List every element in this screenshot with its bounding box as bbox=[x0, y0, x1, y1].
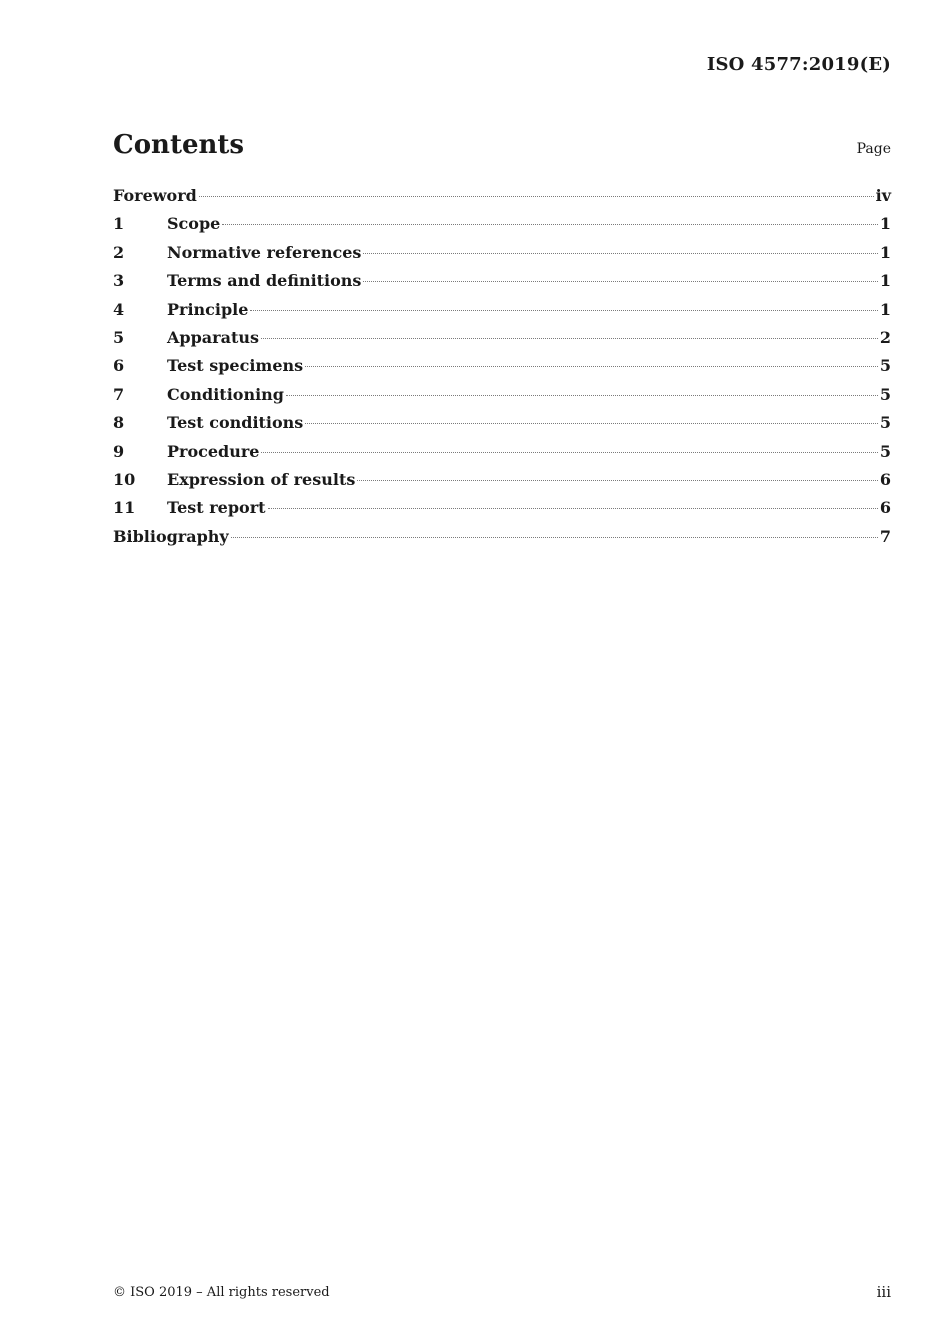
toc-entry-number: 9 bbox=[113, 441, 125, 461]
toc-entry-test-specimens[interactable] bbox=[113, 354, 891, 382]
toc-entry-title: Test conditions bbox=[167, 413, 304, 433]
toc-leader-dots bbox=[357, 480, 878, 481]
toc-entry-title: Test specimens bbox=[167, 356, 304, 376]
toc-entry-number: 2 bbox=[113, 242, 125, 262]
toc-entry-number: 3 bbox=[113, 271, 125, 291]
toc-entry-number: 1 bbox=[113, 214, 125, 234]
toc-entry-page: 6 bbox=[879, 469, 891, 489]
toc-leader-dots bbox=[268, 508, 878, 509]
toc-entry-number: 6 bbox=[113, 356, 125, 376]
toc-leader-dots bbox=[286, 395, 878, 396]
toc-entry-number: 5 bbox=[113, 327, 125, 347]
toc-entry-title: Procedure bbox=[167, 441, 260, 461]
toc-entry-number: 8 bbox=[113, 413, 125, 433]
toc-leader-dots bbox=[231, 537, 878, 538]
toc-entry-foreword[interactable] bbox=[113, 184, 891, 212]
toc-entry-page: iv bbox=[875, 186, 891, 205]
toc-entry-page: 1 bbox=[879, 271, 891, 291]
page-title: Contents bbox=[113, 130, 245, 160]
toc-entry-expression-of-results[interactable] bbox=[113, 468, 891, 496]
toc-entry-terms-and-definitions[interactable] bbox=[113, 269, 891, 297]
toc-entry-apparatus[interactable] bbox=[113, 326, 891, 354]
toc-entry-normative-references[interactable] bbox=[113, 241, 891, 269]
toc-leader-dots bbox=[363, 281, 877, 282]
toc-entry-scope[interactable] bbox=[113, 212, 891, 240]
toc-entry-title: Bibliography bbox=[113, 526, 229, 546]
document-id: ISO 4577:2019(E) bbox=[706, 54, 891, 75]
toc-entry-title: Principle bbox=[167, 299, 249, 319]
toc-entry-page: 5 bbox=[879, 356, 891, 376]
toc-entry-principle[interactable] bbox=[113, 298, 891, 326]
toc-entry-page: 1 bbox=[879, 299, 891, 319]
toc-entry-procedure[interactable] bbox=[113, 440, 891, 468]
toc-entry-number: 10 bbox=[113, 469, 136, 489]
toc-entry-page: 5 bbox=[879, 413, 891, 433]
toc-entry-page: 1 bbox=[879, 214, 891, 234]
toc-entry-page: 1 bbox=[879, 242, 891, 262]
toc-entry-number: 7 bbox=[113, 384, 125, 404]
toc-entry-title: Normative references bbox=[167, 242, 362, 262]
toc-entry-conditioning[interactable] bbox=[113, 383, 891, 411]
toc-entry-title: Conditioning bbox=[167, 384, 284, 404]
toc-leader-dots bbox=[261, 338, 878, 339]
toc-entry-title: Terms and definitions bbox=[167, 271, 362, 291]
contents-header bbox=[113, 130, 891, 164]
toc-entry-page: 6 bbox=[879, 498, 891, 518]
toc-entry-bibliography[interactable] bbox=[113, 525, 891, 553]
toc-leader-dots bbox=[363, 253, 877, 254]
toc-entry-number: 11 bbox=[113, 498, 136, 518]
toc-entry-page: 2 bbox=[879, 327, 891, 347]
toc-entry-title: Apparatus bbox=[167, 327, 259, 347]
toc-entry-test-conditions[interactable] bbox=[113, 411, 891, 439]
page-column-label: Page bbox=[856, 141, 891, 157]
toc-entry-page: 5 bbox=[879, 441, 891, 461]
toc-entry-title: Scope bbox=[167, 214, 221, 234]
toc-entry-title: Foreword bbox=[113, 186, 197, 205]
toc-entry-title: Test report bbox=[167, 498, 266, 518]
toc-leader-dots bbox=[305, 423, 878, 424]
toc-entry-page: 7 bbox=[879, 526, 891, 546]
toc-entry-number: 4 bbox=[113, 299, 125, 319]
footer-page-number: iii bbox=[876, 1283, 891, 1301]
toc-leader-dots bbox=[261, 452, 877, 453]
toc-entry-test-report[interactable] bbox=[113, 496, 891, 524]
toc-leader-dots bbox=[199, 196, 874, 197]
table-of-contents bbox=[113, 184, 891, 553]
toc-leader-dots bbox=[222, 224, 878, 225]
toc-entry-page: 5 bbox=[879, 384, 891, 404]
toc-entry-title: Expression of results bbox=[167, 469, 356, 489]
footer-copyright: © ISO 2019 – All rights reserved bbox=[113, 1285, 330, 1300]
toc-leader-dots bbox=[250, 310, 877, 311]
toc-leader-dots bbox=[305, 366, 878, 367]
